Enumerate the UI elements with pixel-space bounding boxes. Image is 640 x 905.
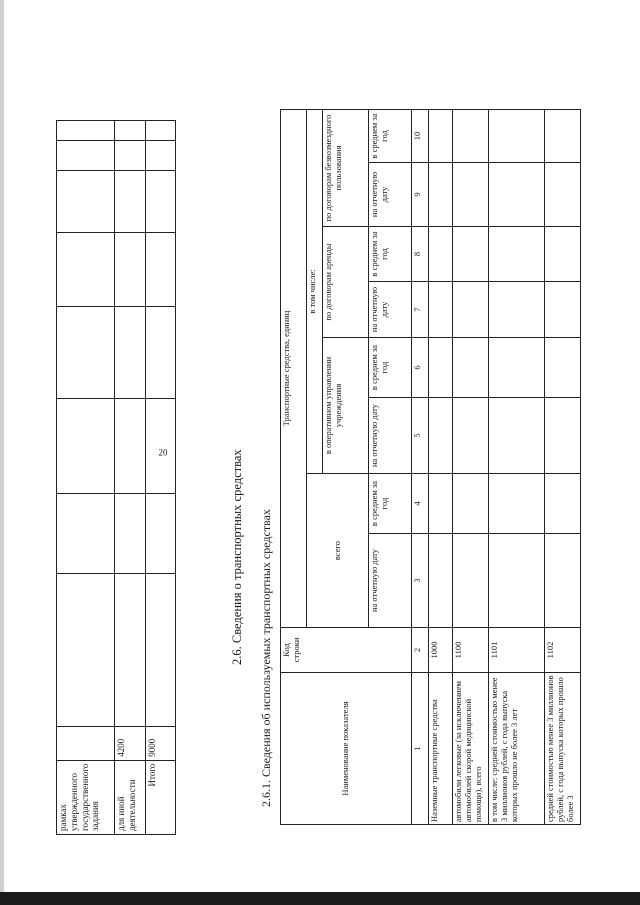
header-avg-year: в среднем за год [369, 227, 412, 282]
header-at-date: на отчетную дату [369, 163, 412, 227]
row-code: 1000 [429, 628, 453, 673]
column-number: 10 [412, 110, 429, 163]
table-top [56, 120, 176, 835]
column-number: 9 [412, 163, 429, 227]
row-code [57, 726, 115, 760]
row-label: средней стоимостью менее 3 миллионов рублей, с года выпуска которых прошло более 3 [545, 673, 581, 825]
header-name: Наименование показателя [281, 673, 412, 825]
column-number: 1 [412, 673, 429, 825]
header-lease: по договорам аренды [323, 227, 369, 338]
column-number: 8 [412, 227, 429, 282]
row-code: 4200 [115, 726, 146, 760]
header-total: всего [307, 474, 369, 628]
column-number: 7 [412, 282, 429, 338]
row-code: 1100 [453, 628, 489, 673]
header-free-use: по договорам безвозмездного пользования [323, 110, 369, 227]
header-operational: в оперативном управлении учреждения [323, 338, 369, 474]
row-code: 9000 [146, 726, 176, 760]
row-label: в том числе: средней стоимостью менее 3 миллионов рублей, с года выпуска которых прошло не более 3 лет [489, 673, 545, 825]
header-at-date: на отчетную дату [369, 534, 412, 628]
header-avg-year: в среднем за год [369, 474, 412, 534]
table-row [429, 110, 453, 825]
table-row [115, 120, 146, 834]
column-number-row [412, 110, 429, 825]
row-label: автомобили легковые (за исключением автомобилей скорой медицинской помощи), всего [453, 673, 489, 825]
header-avg-year: в среднем за год [369, 338, 412, 398]
header-including: в том числе: [307, 110, 323, 474]
table-row [146, 120, 176, 834]
header-at-date: на отчетную дату [369, 282, 412, 338]
subsection-title: 2.6.1. Сведения об используемых транспортных средствах [259, 509, 273, 807]
row-code: 1102 [545, 628, 581, 673]
row-label: для иной деятельности [115, 760, 146, 834]
column-number: 6 [412, 338, 429, 398]
row-label: рамках утвержденного государственного задания [57, 760, 115, 834]
row-code: 1101 [489, 628, 545, 673]
table-row [545, 110, 581, 825]
column-number: 3 [412, 534, 429, 628]
section-title: 2.6. Сведения о транспортных средствах [230, 449, 244, 665]
header-group: Транспортные средства, единиц [281, 110, 307, 628]
column-number: 2 [412, 628, 429, 673]
column-number: 5 [412, 398, 429, 474]
header-avg-year: в среднем за год [369, 110, 412, 163]
row-label: Наземные транспортные средства [429, 673, 453, 825]
header-at-date: на отчетную дату [369, 398, 412, 474]
table-transport [280, 109, 581, 825]
row-label: Итого [146, 760, 176, 834]
page-number: 20 [158, 447, 168, 458]
table-row [489, 110, 545, 825]
table-row [57, 120, 115, 834]
table-row [453, 110, 489, 825]
scan-edge-bottom [0, 892, 640, 905]
header-code: Код строки [281, 628, 412, 673]
column-number: 4 [412, 474, 429, 534]
